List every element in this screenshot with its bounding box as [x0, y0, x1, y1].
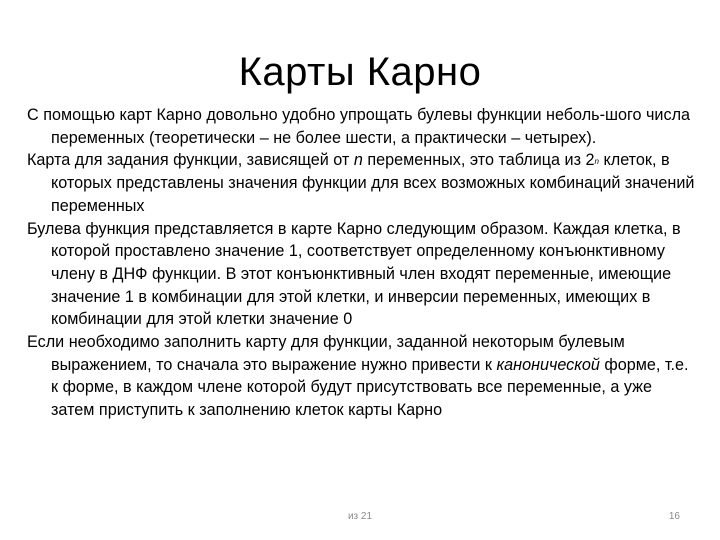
variable-n: n: [353, 151, 363, 170]
paragraph-intro-text: С помощью карт Карно довольно удобно упрощать булевы функции неболь-шого числа переменных (теоретически – не более шести, а практически – четырех).: [27, 106, 691, 147]
paragraph-map-definition-before: Карта для задания функции, зависящей от: [27, 151, 354, 170]
paragraph-canonical-before: Если необходимо заполнить карту для функции, заданной некоторым булевым выражением, то сначала это выражение нужно привести к: [27, 333, 625, 374]
paragraph-canonical: [27, 331, 699, 422]
paragraph-canonical-after: форме, т.е. к форме, в каждом члене которой будут присутствовать все переменные, а уже затем приступить к заполнению клеток карты Карно: [51, 355, 689, 420]
paragraph-intro: [27, 104, 699, 149]
paragraph-representation-text: Булева функция представляется в карте Карно следующим образом. Каждая клетка, в которой проставлено значение 1, соответствует определенному конъюнктивному члену в ДНФ функции. В этот конъюнктивный член входят переменные, имеющие значение 1 в комбинации для этой клетки, и инверсии переменных, имеющих в комбинации для этой клетки значение 0: [27, 219, 681, 329]
slide-page-number: 16: [668, 511, 680, 522]
slide-content: [27, 104, 699, 422]
paragraph-map-definition-after: клеток, в которых представлены значения функции для всех возможных комбинаций значений переменных: [51, 151, 695, 215]
paragraph-map-definition: [27, 149, 699, 217]
paragraph-map-definition-middle: переменных, это таблица из 2: [362, 151, 595, 170]
exponent-n: n: [594, 157, 599, 167]
slide-total-count: из 21: [347, 511, 373, 522]
slide-title: Карты Карно: [238, 50, 482, 94]
paragraph-representation: [27, 218, 699, 332]
canonical-emphasis: канонической: [496, 355, 600, 374]
